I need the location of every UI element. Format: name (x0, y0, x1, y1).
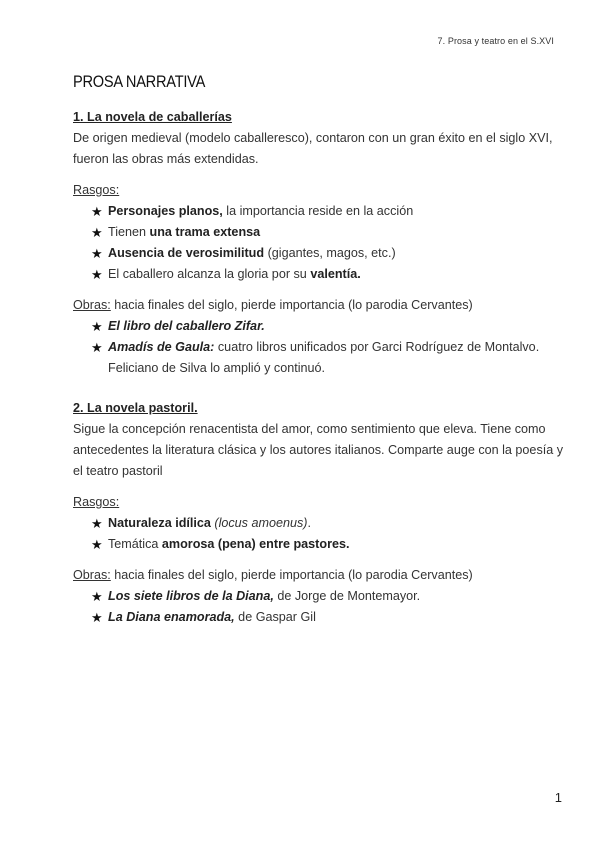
list-item: ★ La Diana enamorada, de Gaspar Gil (91, 607, 573, 628)
section-1-obras-list (73, 316, 573, 379)
section-2-intro: Sigue la concepción renacentista del amor, como sentimiento que eleva. Tiene como antecedentes la literatura clásica y los autores italianos. Comparte auge con la poesía y el teatro pastoril (73, 422, 564, 478)
running-header: 7. Prosa y teatro en el S.XVI (437, 36, 554, 46)
section-2-rasgos-list (73, 513, 573, 555)
list-item: ★ El caballero alcanza la gloria por su valentía. (91, 264, 573, 285)
list-item: ★ Temática amorosa (pena) entre pastores. (91, 534, 573, 555)
section-2-rasgos-label: Rasgos: (73, 495, 120, 509)
page-number: 1 (554, 790, 562, 805)
star-bullet-icon: ★ (91, 319, 103, 334)
list-item: ★ Tienen una trama extensa (91, 222, 573, 243)
star-bullet-icon: ★ (91, 225, 103, 240)
document-body (73, 107, 573, 628)
star-bullet-icon: ★ (91, 537, 103, 552)
section-1-rasgos-label: Rasgos: (73, 183, 120, 197)
list-item: ★ Los siete libros de la Diana, de Jorge de Montemayor. (91, 586, 573, 607)
page-title: PROSA NARRATIVA (73, 72, 206, 91)
list-item: ★ Naturaleza idílica (locus amoenus). (91, 513, 573, 534)
star-bullet-icon: ★ (91, 516, 103, 531)
list-item: ★ El libro del caballero Zifar. (91, 316, 573, 337)
star-bullet-icon: ★ (91, 246, 103, 261)
star-bullet-icon: ★ (91, 267, 103, 282)
star-bullet-icon: ★ (91, 589, 103, 604)
section-1-intro: De origen medieval (modelo caballeresco), contaron con un gran éxito en el siglo XVI, fueron las obras más extendidas. (73, 131, 553, 166)
list-item: ★ Personajes planos, la importancia reside en la acción (91, 201, 573, 222)
section-1-heading: 1. La novela de caballerías (73, 110, 232, 124)
star-bullet-icon: ★ (91, 204, 103, 219)
section-1-rasgos-list (73, 201, 573, 285)
star-bullet-icon: ★ (91, 340, 103, 355)
list-item: ★ Ausencia de verosimilitud (gigantes, magos, etc.) (91, 243, 573, 264)
star-bullet-icon: ★ (91, 610, 103, 625)
list-item: ★ Amadís de Gaula: cuatro libros unificados por Garci Rodríguez de Montalvo. Feliciano de Silva lo amplió y continuó. (91, 337, 573, 379)
section-2-obras-line: Obras: hacia finales del siglo, pierde importancia (lo parodia Cervantes) (73, 568, 473, 582)
section-1-obras-line: Obras: hacia finales del siglo, pierde importancia (lo parodia Cervantes) (73, 298, 473, 312)
section-2-heading: 2. La novela pastoril. (73, 401, 198, 415)
section-2-obras-list (73, 586, 573, 628)
